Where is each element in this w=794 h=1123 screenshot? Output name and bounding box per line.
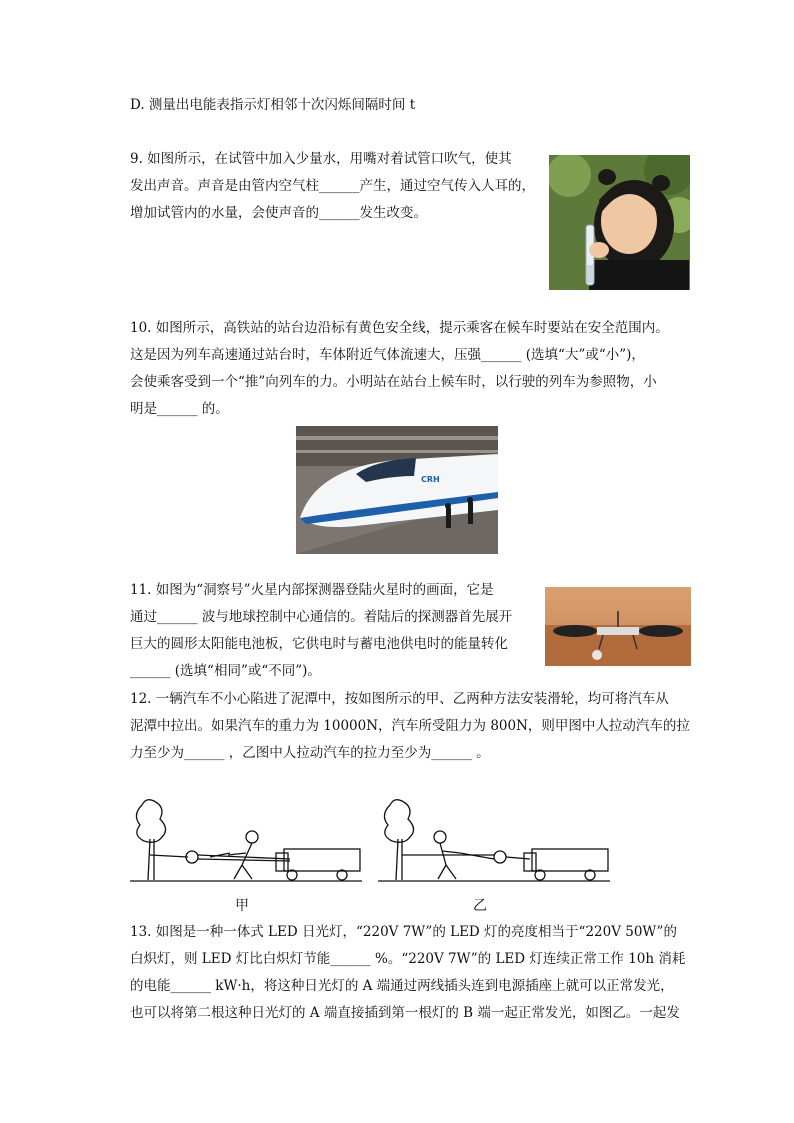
train-photo-drawing — [296, 426, 498, 554]
q12-line-2: 泥潭中拉出。如果汽车的重力为 10000N，汽车所受阻力为 800N，则甲图中人拉动汽车的拉 — [130, 718, 690, 734]
q9-line-3: 增加试管内的水量，会使声音的______发生改变。 — [130, 205, 427, 221]
q13-line-1: 13. 如图是一种一体式 LED 日光灯，“220V 7W”的 LED 灯的亮度相当于“220V 50W”的 — [130, 924, 677, 940]
q10-line-2: 这是因为列车高速通过站台时，车体附近气体流速大，压强______ (选填“大”或“小”)， — [130, 347, 645, 363]
pulley-b-drawing — [378, 795, 613, 890]
q13-line-2: 白炽灯，则 LED 灯比白炽灯节能______ %。“220V 7W”的 LED 灯连续正常工作 10h 消耗 — [130, 951, 686, 967]
q10-line-1: 10. 如图所示，高铁站的站台边沿标有黄色安全线，提示乘客在候车时要站在安全范围内。 — [130, 320, 669, 336]
q13-line-4: 也可以将第二根这种日光灯的 A 端直接插到第一根灯的 B 端一起正常发光，如图乙。一起发 — [130, 1005, 680, 1021]
pulley-diagram-a — [130, 795, 365, 890]
pulley-a-drawing — [130, 795, 365, 890]
q9-line-2: 发出声音。声音是由管内空气柱______产生，通过空气传入人耳的， — [130, 178, 535, 194]
q11-line-4: ______ (选填“相同”或“不同”)。 — [130, 663, 321, 679]
girl-photo-drawing — [549, 155, 690, 290]
q13-line-3: 的电能______ kW·h，将这种日光灯的 A 端通过两线插头连到电源插座上就可以正常发光， — [130, 978, 674, 994]
q12-line-3: 力至少为______ ，乙图中人拉动汽车的拉力至少为______ 。 — [130, 745, 490, 761]
q11-line-3: 巨大的圆形太阳能电池板，它供电时与蓄电池供电时的能量转化 — [130, 636, 508, 652]
q8-option-d: D. 测量出电能表指示灯相邻十次闪烁间隔时间 t — [130, 97, 416, 113]
pulley-diagram-b — [378, 795, 613, 890]
q12-line-1: 12. 一辆汽车不小心陷进了泥潭中，按如图所示的甲、乙两种方法安装滑轮，均可将汽车从 — [130, 691, 669, 707]
caption-b: 乙 — [473, 898, 487, 914]
caption-a: 甲 — [235, 898, 249, 914]
train-logo-text: CRH — [421, 475, 440, 484]
high-speed-train-photo — [296, 426, 498, 554]
girl-blowing-test-tube-photo — [549, 155, 690, 290]
q9-line-1: 9. 如图所示，在试管中加入少量水，用嘴对着试管口吹气，使其 — [130, 151, 512, 167]
q11-line-1: 11. 如图为“洞察号”火星内部探测器登陆火星时的画面，它是 — [130, 582, 494, 598]
mars-insight-lander-photo — [545, 587, 691, 666]
q11-line-2: 通过______ 波与地球控制中心通信的。着陆后的探测器首先展开 — [130, 609, 513, 625]
q10-line-3: 会使乘客受到一个“推”向列车的力。小明站在站台上候车时，以行驶的列车为参照物，小 — [130, 374, 657, 390]
mars-photo-drawing — [545, 587, 691, 666]
q10-line-4: 明是______ 的。 — [130, 401, 229, 417]
